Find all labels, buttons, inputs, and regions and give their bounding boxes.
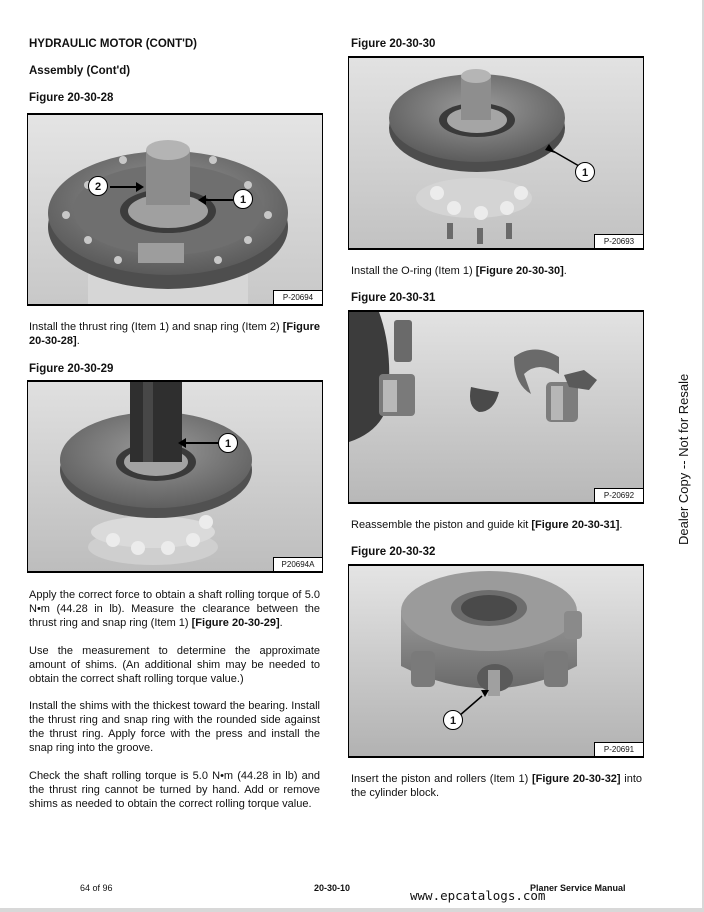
cylinder-block-pistons-image xyxy=(349,566,643,756)
page-code: 20-30-10 xyxy=(314,883,351,893)
o-ring-install-image xyxy=(349,58,643,248)
figure-29-photo xyxy=(27,380,323,573)
callout-1: 1 xyxy=(575,162,595,182)
instruction-text-end: . xyxy=(563,265,567,277)
instruction-text-end: . xyxy=(76,335,80,347)
callout-1: 1 xyxy=(218,433,238,453)
hydraulic-motor-thrust-ring-image xyxy=(28,115,322,304)
figure-reference: [Figure 20-30-31] xyxy=(531,519,620,531)
page-count: 64 of 96 xyxy=(80,883,113,893)
figure-30-photo xyxy=(348,56,644,250)
website-watermark: www.epcatalogs.com xyxy=(410,888,546,903)
page-bottom-edge xyxy=(0,908,704,912)
photo-id: P20694A xyxy=(273,557,322,571)
figure-29-paragraph-1 xyxy=(29,588,320,630)
check-torque-paragraph: Check the shaft rolling torque is 5.0 N•m (44.28 in lb) and the thrust ring cannot be turned by hand. Add or remove shims as needed to obtain the correct rolling torque value. xyxy=(29,770,320,810)
figure-28-caption: Figure 20-30-28 xyxy=(29,92,114,104)
photo-id: P-20692 xyxy=(594,488,643,502)
callout-1: 1 xyxy=(443,710,463,730)
shaft-clearance-measure-image xyxy=(28,382,322,571)
figure-32-photo xyxy=(348,564,644,758)
manual-title: Planer Service Manual xyxy=(530,883,626,893)
instruction-text-end: . xyxy=(279,617,283,629)
figure-31-instruction xyxy=(351,518,642,532)
figure-30-instruction xyxy=(351,264,642,278)
install-shims-paragraph: Install the shims with the thickest toward the bearing. Install the thrust ring and snap ring with the rounded side against the thrust ring. Apply force with the press and install the snap ring into the groove. xyxy=(29,700,320,754)
instruction-text: Apply the correct force to obtain a shaft rolling torque of 5.0 N•m (44.28 in lb). Measure the clearance between the thrust ring and snap ring (Item 1) xyxy=(29,589,320,629)
instruction-text-end: into the cylinder block. xyxy=(351,773,642,799)
instruction-text: Install the thrust ring (Item 1) and snap ring (Item 2) xyxy=(29,321,283,333)
photo-id: P-20694 xyxy=(273,290,322,304)
figure-32-instruction xyxy=(351,772,642,800)
subsection-title: Assembly (Cont'd) xyxy=(29,65,131,77)
instruction-text: Install the O-ring (Item 1) xyxy=(351,265,476,277)
figure-reference: [Figure 20-30-30] xyxy=(475,265,564,277)
instruction-text: Reassemble the piston and guide kit xyxy=(351,519,532,531)
instruction-text-end: . xyxy=(619,519,623,531)
instruction-text: Insert the piston and rollers (Item 1) xyxy=(351,773,532,785)
figure-30-caption: Figure 20-30-30 xyxy=(351,38,436,50)
figure-reference: [Figure 20-30-28] xyxy=(29,321,321,347)
figure-31-photo xyxy=(348,310,644,504)
piston-guide-kit-image xyxy=(349,312,643,502)
callout-2: 2 xyxy=(88,176,108,196)
figure-28-photo xyxy=(27,113,323,306)
figure-reference: [Figure 20-30-29] xyxy=(191,617,280,629)
shim-measurement-paragraph: Use the measurement to determine the approximate amount of shims. (An additional shim may be needed to obtain the correct shaft rolling torque value.) xyxy=(29,645,320,685)
photo-id: P-20691 xyxy=(594,742,643,756)
figure-28-instruction xyxy=(29,320,320,348)
callout-1: 1 xyxy=(233,189,253,209)
figure-32-caption: Figure 20-30-32 xyxy=(351,546,436,558)
photo-id: P-20693 xyxy=(594,234,643,248)
figure-29-caption: Figure 20-30-29 xyxy=(29,363,114,375)
figure-reference: [Figure 20-30-32] xyxy=(531,773,621,785)
section-title: HYDRAULIC MOTOR (CONT'D) xyxy=(29,38,197,50)
figure-31-caption: Figure 20-30-31 xyxy=(351,292,436,304)
dealer-copy-watermark: Dealer Copy -- Not for Resale xyxy=(676,373,691,545)
